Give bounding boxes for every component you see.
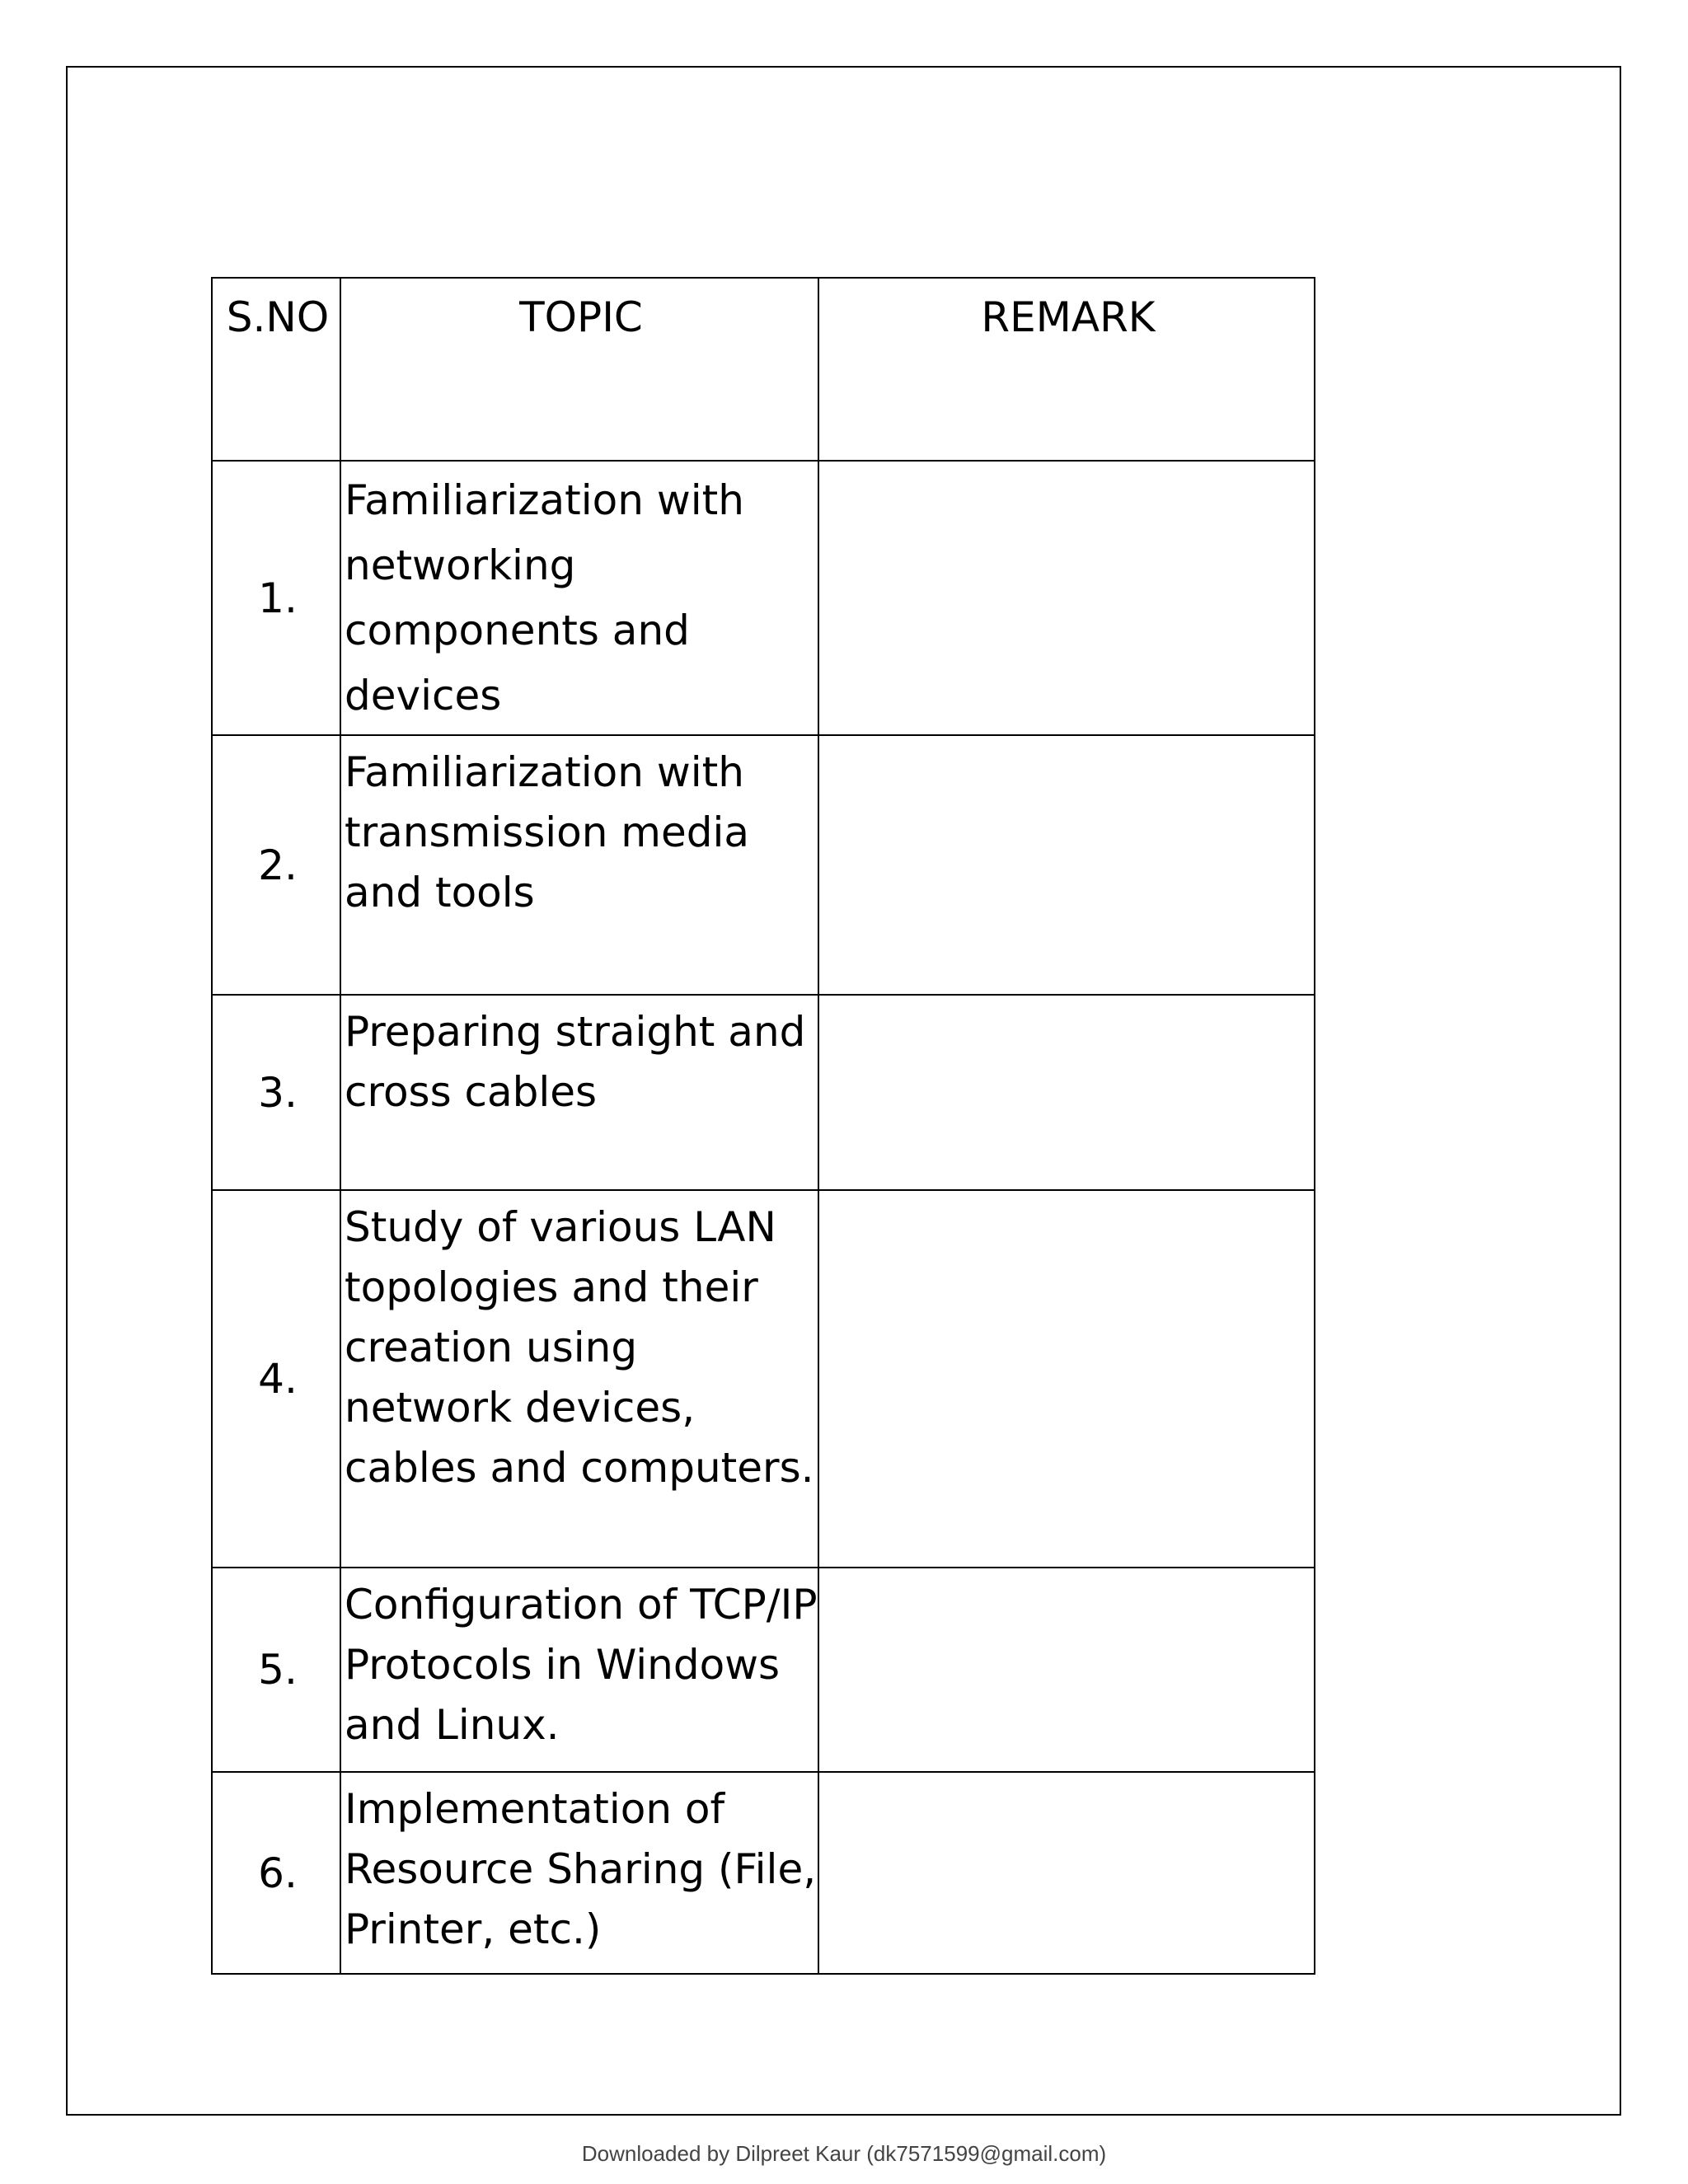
table-header-row (212, 278, 1315, 461)
row-sno: 3. (212, 995, 340, 1190)
row-sno: 4. (212, 1190, 340, 1568)
header-remark: REMARK (818, 278, 1315, 461)
row-topic: Configuration of TCP/IP Protocols in Windows and Linux. (340, 1568, 818, 1772)
row-sno: 2. (212, 735, 340, 995)
header-topic: TOPIC (340, 278, 818, 461)
row-topic: Study of various LAN topologies and their creation using network devices, cables and computers. (340, 1190, 818, 1568)
row-sno: 1. (212, 461, 340, 735)
row-topic: Implementation of Resource Sharing (File, Printer, etc.) (340, 1772, 818, 1974)
table-row (212, 1190, 1315, 1568)
row-sno: 5. (212, 1568, 340, 1772)
row-topic: Familiarization with networking components and devices (340, 461, 818, 735)
row-topic: Preparing straight and cross cables (340, 995, 818, 1190)
row-remark (818, 1772, 1315, 1974)
topics-table (211, 277, 1315, 1975)
row-remark (818, 735, 1315, 995)
table-row (212, 735, 1315, 995)
row-remark (818, 461, 1315, 735)
table-row (212, 1772, 1315, 1974)
table-row (212, 461, 1315, 735)
download-footer: Downloaded by Dilpreet Kaur (dk7571599@gmail.com) (581, 2141, 1107, 2166)
row-sno: 6. (212, 1772, 340, 1974)
row-remark (818, 995, 1315, 1190)
row-topic: Familiarization with transmission media and tools (340, 735, 818, 995)
row-remark (818, 1568, 1315, 1772)
header-sno: S.NO (212, 278, 340, 461)
table-row (212, 995, 1315, 1190)
row-remark (818, 1190, 1315, 1568)
table-row (212, 1568, 1315, 1772)
